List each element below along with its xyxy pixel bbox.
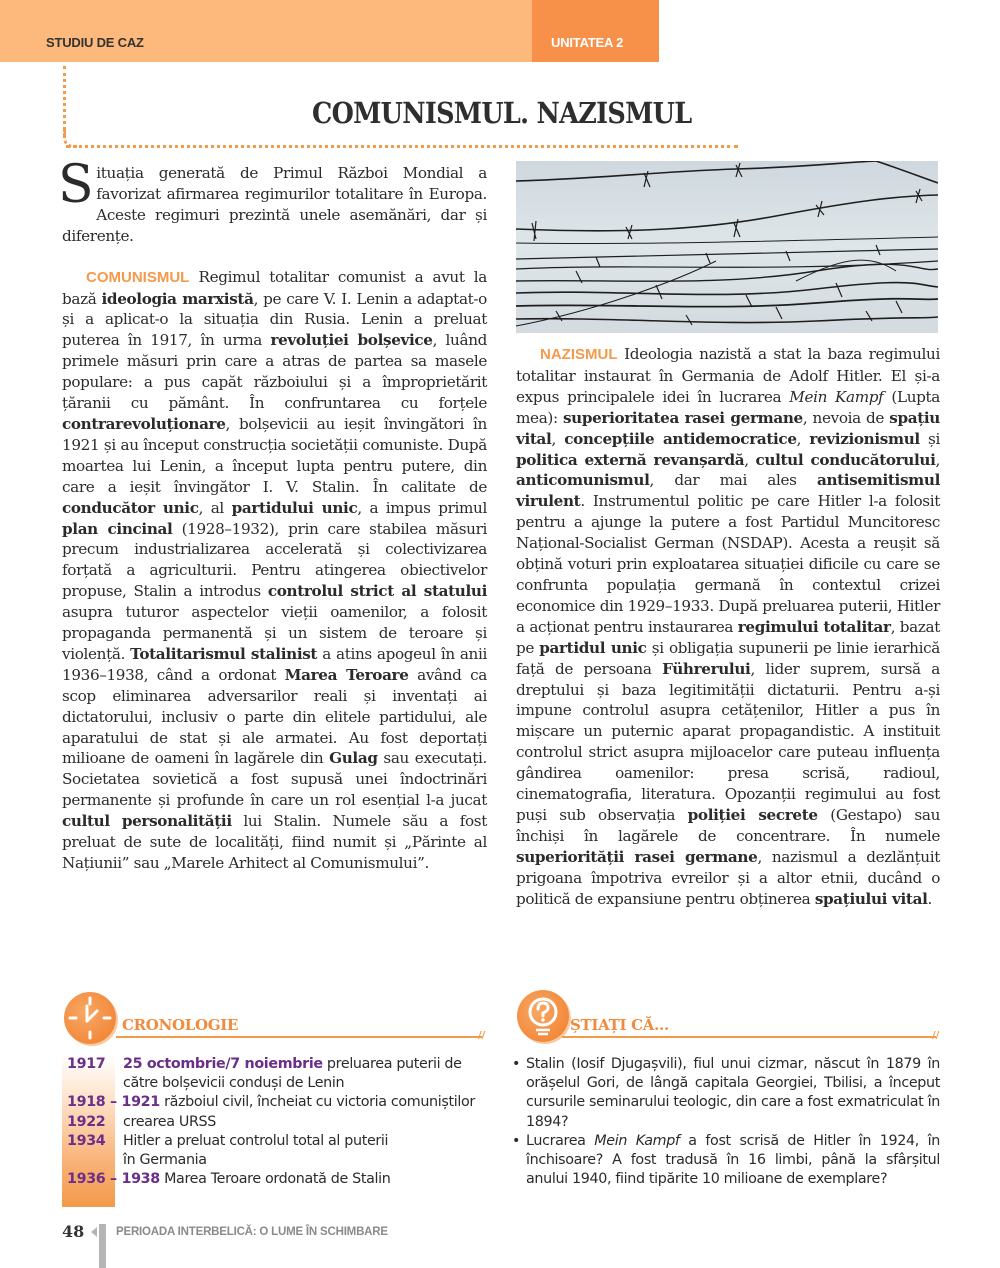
decorative-dotted-line <box>63 66 66 136</box>
question-bulb-icon <box>517 990 569 1042</box>
cronologie-title: CRONOLOGIE <box>122 1016 239 1034</box>
stiati-list <box>510 1055 940 1189</box>
header-bar <box>0 0 532 62</box>
left-column <box>58 155 488 874</box>
nazism-paragraph: NAZISMUL Ideologia nazistă a stat la baza regimului totalitar instaurat în Germania de Adolf Hitler. El și-a expus principalele idei în lucrarea Mein Kampf (Lupta mea): superioritatea rasei germane, nevoia de spațiu vital, concepțiile antidemocratice, revizionismul și politica externă revanșardă, cultul conducătorului, anticomunismul, dar mai ales antisemitismul virulent. Instrumentul politic pe care Hitler l-a folosit pentru a ajunge la putere a fost Partidul Muncitoresc Național-Socialist German (NSDAP). Acesta a reușit să obțină voturi prin exploatarea situației dificile cu care se confrunta populația germană în contextul crizei economice din 1929–1933. După preluarea puterii, Hitler a acționat pentru instaurarea regimului totalitar, bazat pe partidul unic și obligația supunerii pe linie ierarhică față de persoana Führerului, lider suprem, sursă a dreptului și baza legitimității dictaturii. Pentru a-și impune controlul asupra cetățenilor, Hitler a pus în mișcare un puternic aparat propagandistic. A instituit controlul strict asupra mijloacelor care puteau influența gândirea oamenilor: presa scrisă, radioul, cinematografia, literatura. Opozanții regimului au fost puși sub observația poliției secrete (Gestapo) sau închiși în lagărele de concentrare. În numele superiorității rasei germane, nazismul a dezlănțuit prigoana împotriva evreilor și a altor etnii, ducând o politică de expansiune pentru obținerea spațiului vital. <box>516 345 941 908</box>
page-number: 48 <box>62 1222 85 1241</box>
comunism-heading: COMUNISMUL <box>86 268 190 286</box>
unit-bar <box>532 0 659 62</box>
cronologie-row: 1918 – 1921 războiul civil, încheiat cu victoria comuniștilor <box>67 1094 475 1111</box>
title-underline-dots <box>66 145 738 148</box>
section-label: STUDIU DE CAZ <box>46 35 144 50</box>
nazism-heading: NAZISMUL <box>540 346 618 363</box>
cronologie-row: 1936 – 1938 Marea Teroare ordonată de Stalin <box>67 1171 391 1188</box>
stiati-item: • Lucrarea Mein Kampf a fost scrisă de Hitler în 1924, în închisoare? A fost tradusă în 16 limbi, până la sfârșitul anului 1940, fiind tipărite 10 milioane de exemplare? <box>512 1132 940 1188</box>
barbed-wire-photo <box>516 161 938 333</box>
cronologie-list <box>62 1055 492 1189</box>
stiati-item: • Stalin (Iosif Djugașvili), fiul unui cizmar, născut în 1879 în orășelul Gori, de lângă capitala Georgiei, Tbilisi, a început cursurile seminarului teologic, din care a fost exmatriculat în 1894? <box>512 1056 940 1130</box>
right-column <box>516 344 940 909</box>
cronologie-row: 1922 crearea URSS <box>67 1113 216 1130</box>
cronologie-rule <box>116 1036 482 1038</box>
cronologie-row-cont: în Germania <box>123 1152 207 1169</box>
stiati-rule <box>562 1036 936 1038</box>
bullet-icon: • <box>512 1056 521 1072</box>
barbed-wire-image <box>516 161 938 333</box>
cronologie-row: 1934 Hitler a preluat controlul total al puterii <box>67 1132 389 1149</box>
footer-arrow-icon <box>91 1227 97 1237</box>
cronologie-row-cont: către bolșevicii conduși de Lenin <box>123 1075 345 1092</box>
unit-label: UNITATEA 2 <box>551 35 624 50</box>
rule-end-mark: // <box>932 1030 940 1041</box>
cronologie-row: 1917 25 octombrie/7 noiembrie preluarea puterii de <box>67 1056 462 1072</box>
intro-paragraph: Situația generată de Primul Război Mondial a favorizat afirmarea regimurilor totalitare în Europa. Aceste regimuri prezintă unele asemănări, dar și diferențe. <box>58 155 487 245</box>
footer-bar <box>99 1224 106 1268</box>
stiati-title: ȘTIAȚI CĂ... <box>570 1016 669 1034</box>
chapter-title: PERIOADA INTERBELICĂ: O LUME ÎN SCHIMBARE <box>116 1226 388 1238</box>
drop-cap: S <box>58 155 94 215</box>
comunism-paragraph: COMUNISMUL Regimul totalitar comunist a avut la bază ideologia marxistă, pe care V. I. Lenin a adaptat-o și a aplicat-o la situația din Rusia. Lenin a preluat puterea în 1917, în urma revoluției bolșevice, luând primele măsuri prin care a atras de partea sa masele populare: a pus capăt războiului și a împroprietărit țăranii cu pământ. În confruntarea cu forțele contrarevoluționare, bolșevicii au ieșit învingători în 1921 și au început construcția societății comuniste. După moartea lui Lenin, a început lupta pentru putere, din care a ieșit învingător I. V. Stalin. În calitate de conducător unic, al partidului unic, a impus primul plan cincinal (1928–1932), prin care stabilea măsuri precum industrializarea accelerată și colectivizarea forțată a agriculturii. Pentru atingerea obiectivelor propuse, Stalin a introdus controlul strict al statului asupra tuturor aspectelor vieții oamenilor, a folosit propaganda permanentă și un sistem de teroare și violență. Totalitarismul stalinist a atins apogeul în anii 1936–1938, când a ordonat Marea Teroare având ca scop eliminarea adversarilor reali și inventați ai dictatorului, inclusiv o parte din elitele partidului, ale aparatului de stat și ale armatei. Au fost deportați milioane de oameni în lagărele din Gulag sau executați. Societatea sovietică a fost supusă unei îndoctrinări permanente și profunde în care un rol esențial l-a jucat cultul personalității lui Stalin. Numele său a fost preluat de sute de localități, fiind numit și „Părinte al Națiunii” sau „Marele Arhitect al Comunismului”. <box>62 267 488 872</box>
rule-end-mark: // <box>478 1030 486 1041</box>
bullet-icon: • <box>512 1132 521 1149</box>
page-title: COMUNISMUL. NAZISMUL <box>312 96 692 130</box>
clock-icon <box>64 992 116 1044</box>
